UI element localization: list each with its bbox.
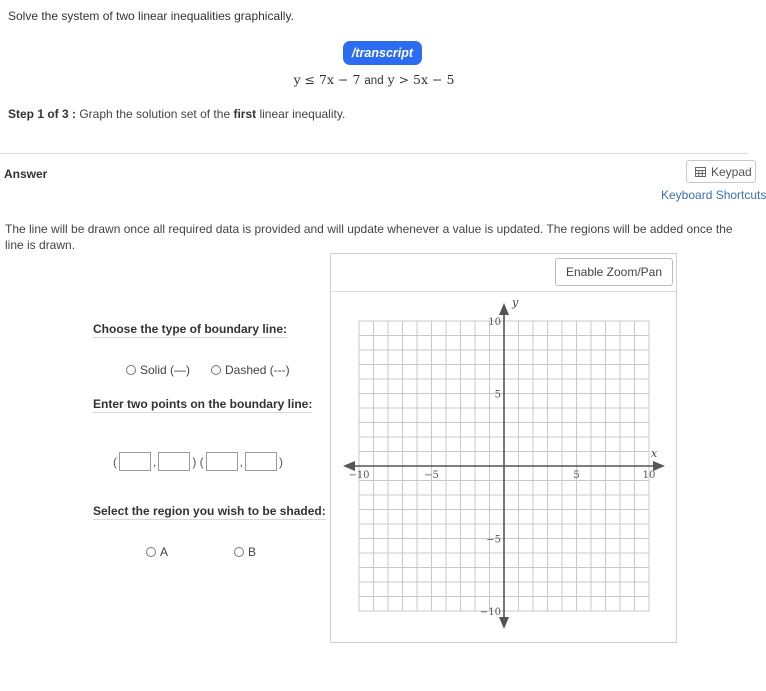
inequality-2: y > 5x − 5 [387,72,455,87]
y-tick-label: −5 [486,534,501,546]
transcript-button[interactable]: /transcript [343,41,422,65]
dashed-radio[interactable] [211,363,290,377]
keypad-icon [695,167,706,177]
inequality-1: y ≤ 7x − 7 [293,72,361,87]
solid-radio[interactable] [126,363,190,377]
prompt-text: Solve the system of two linear inequalities graphically. [8,9,294,23]
points-input-row: ( , ) ( , ) [113,452,283,471]
y-axis-arrow-down [499,617,509,629]
x-tick-label: 10 [642,470,656,481]
y-tick-label: 5 [494,389,501,401]
inequality-system [0,72,748,87]
axes [343,303,665,629]
y-axis-arrow-up [499,303,509,315]
radio-circle[interactable] [146,547,156,557]
region-b-label: B [248,545,257,559]
y-tick-label: 10 [488,317,501,328]
point2-y-input[interactable] [245,452,277,471]
radio-circle[interactable] [211,365,221,375]
solid-label: Solid (—) [140,363,191,377]
x-tick-label: −5 [424,470,439,481]
inequality-connector: and [364,75,384,87]
region-a-radio[interactable] [146,545,168,559]
x-axis-label: x [651,447,658,460]
y-tick-label: −10 [479,607,501,618]
x-tick-label: 5 [573,470,580,481]
point2-x-input[interactable] [206,452,238,471]
region-b-radio[interactable] [234,545,256,559]
section-divider [0,153,748,154]
point1-x-input[interactable] [119,452,151,471]
x-tick-label: −10 [348,470,370,481]
point1-y-input[interactable] [158,452,190,471]
answer-label: Answer [4,167,48,181]
region-question: Select the region you wish to be shaded: [93,504,326,518]
info-text: The line will be drawn once all required data is provided and will update whenever a value is updated. The regions will be added once the line is drawn. [5,222,733,252]
region-a-label: A [160,545,169,559]
radio-circle[interactable] [126,365,136,375]
y-axis-label: y [512,296,519,309]
keypad-label: Keypad [711,164,752,179]
enable-zoom-pan-button[interactable]: Enable Zoom/Pan [555,258,673,286]
points-question: Enter two points on the boundary line: [93,397,313,411]
coordinate-grid[interactable] [330,292,677,642]
step-instruction: Step 1 of 3 : Graph the solution set of the first linear inequality. [8,107,346,121]
step-prefix: Step 1 of 3 : [8,107,77,121]
radio-circle[interactable] [234,547,244,557]
keypad-button[interactable] [686,160,756,183]
boundary-type-question: Choose the type of boundary line: [93,322,288,336]
dashed-label: Dashed (---) [225,363,290,377]
keyboard-shortcuts-link[interactable]: Keyboard Shortcuts [661,188,766,202]
